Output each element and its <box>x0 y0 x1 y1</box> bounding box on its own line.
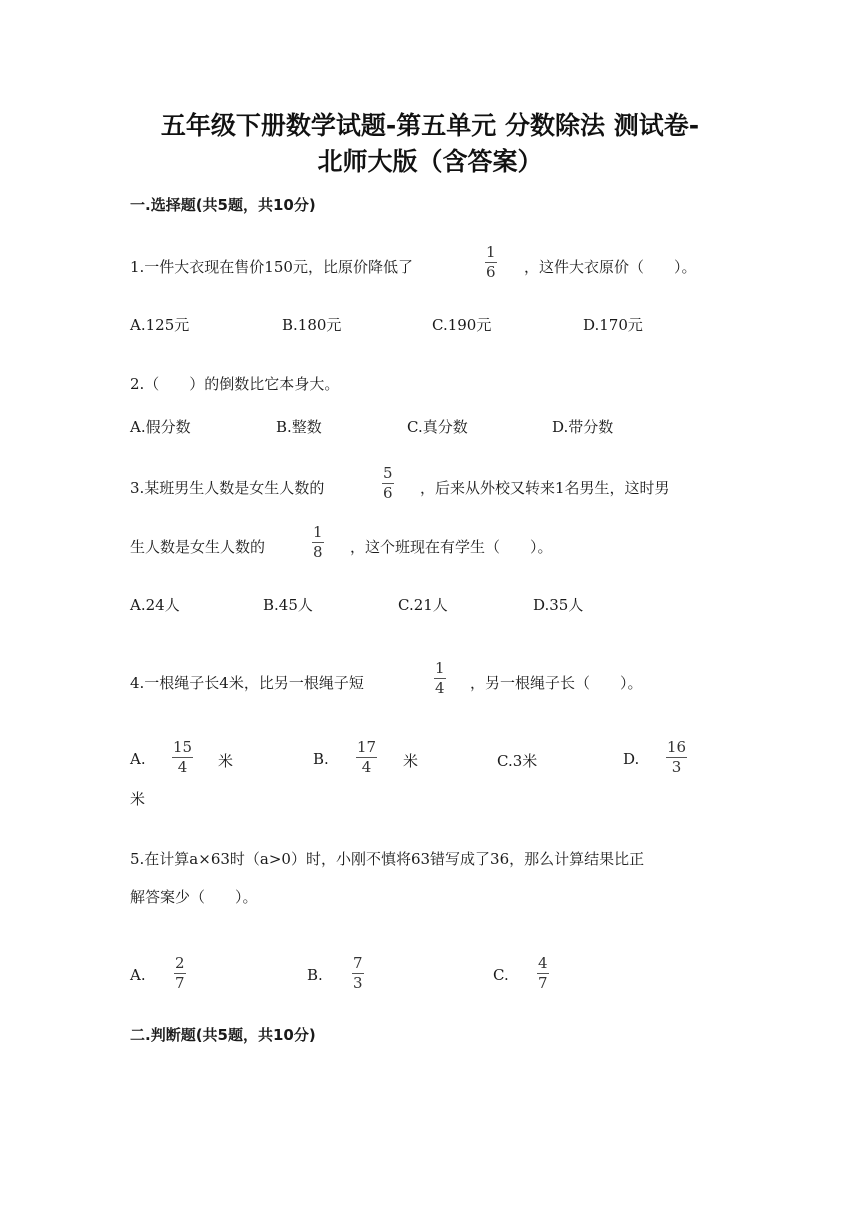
option-fraction <box>172 739 193 776</box>
fraction-numerator: 7 <box>353 954 363 972</box>
fraction-denominator: 7 <box>175 974 185 992</box>
fraction-denominator: 6 <box>383 484 393 502</box>
fraction-numerator: 2 <box>175 954 185 972</box>
question-1-option-a[interactable]: A.125元 <box>130 316 190 334</box>
option-fraction <box>537 955 549 992</box>
fraction-numerator: 15 <box>173 738 193 756</box>
question-4-text-b: ，另一根绳子长（ ）。 <box>470 674 643 692</box>
page-title-line1: 五年级下册数学试题-第五单元 分数除法 测试卷- <box>160 111 700 140</box>
question-3-text-d: ，这个班现在有学生（ ）。 <box>350 538 553 556</box>
option-label: B. <box>313 750 329 768</box>
question-3-text-a: 3.某班男生人数是女生人数的 <box>130 479 325 497</box>
option-fraction <box>174 955 186 992</box>
section-heading-choice: 一.选择题(共5题，共10分) <box>130 196 316 214</box>
question-3-option-a[interactable]: A.24人 <box>130 596 180 614</box>
option-unit: 米 <box>218 752 234 770</box>
fraction-denominator: 6 <box>486 263 496 281</box>
question-1-text-b: ，这件大衣原价（ ）。 <box>524 258 697 276</box>
fraction-numerator: 16 <box>667 738 687 756</box>
question-3-option-c[interactable]: C.21人 <box>398 596 448 614</box>
question-1-option-d[interactable]: D.170元 <box>583 316 643 334</box>
question-3-text-c: 生人数是女生人数的 <box>130 538 266 556</box>
option-label: A. <box>130 966 146 984</box>
question-3-option-b[interactable]: B.45人 <box>263 596 313 614</box>
fraction-denominator: 4 <box>435 679 445 697</box>
fraction-denominator: 4 <box>177 758 188 776</box>
question-3-option-d[interactable]: D.35人 <box>533 596 584 614</box>
question-5-text-b: 解答案少（ ）。 <box>130 888 258 906</box>
question-2-option-c[interactable]: C.真分数 <box>407 418 468 436</box>
option-unit: 米 <box>403 752 419 770</box>
question-4-option-c[interactable]: C.3米 <box>497 752 538 770</box>
question-2-option-b[interactable]: B.整数 <box>276 418 322 436</box>
question-1-option-c[interactable]: C.190元 <box>432 316 492 334</box>
fraction-denominator: 3 <box>671 758 682 776</box>
option-unit: 米 <box>130 790 146 808</box>
question-1-option-b[interactable]: B.180元 <box>282 316 342 334</box>
option-label: C. <box>493 966 509 984</box>
fraction-numerator: 4 <box>538 954 548 972</box>
option-fraction <box>352 955 364 992</box>
option-label: D. <box>623 750 640 768</box>
fraction-denominator: 3 <box>353 974 363 992</box>
question-2-option-a[interactable]: A.假分数 <box>130 418 191 436</box>
option-fraction <box>356 739 377 776</box>
option-label: A. <box>130 750 146 768</box>
question-3-fraction-1 <box>382 465 394 502</box>
fraction-numerator: 17 <box>357 738 377 756</box>
option-fraction <box>666 739 687 776</box>
question-3-fraction-2 <box>312 524 324 561</box>
question-4-text-a: 4.一根绳子长4米，比另一根绳子短 <box>130 674 364 692</box>
question-4-fraction <box>434 660 446 697</box>
fraction-numerator: 1 <box>435 659 445 677</box>
fraction-numerator: 1 <box>313 523 323 541</box>
question-2-option-d[interactable]: D.带分数 <box>552 418 614 436</box>
question-1-text-a: 1.一件大衣现在售价150元，比原价降低了 <box>130 258 413 276</box>
page-title-line2: 北师大版（含答案） <box>317 147 543 176</box>
fraction-numerator: 1 <box>486 243 496 261</box>
fraction-denominator: 7 <box>538 974 548 992</box>
fraction-numerator: 5 <box>383 464 393 482</box>
fraction-denominator: 4 <box>361 758 372 776</box>
option-label: B. <box>307 966 323 984</box>
question-1-fraction <box>485 244 497 281</box>
question-2-text: 2.（ ）的倒数比它本身大。 <box>130 375 340 393</box>
section-heading-judgment: 二.判断题(共5题，共10分) <box>130 1026 316 1044</box>
fraction-denominator: 8 <box>313 543 323 561</box>
question-3-text-b: ，后来从外校又转来1名男生，这时男 <box>420 479 670 497</box>
question-5-text-a: 5.在计算a×63时（a>0）时，小刚不慎将63错写成了36，那么计算结果比正 <box>130 850 645 868</box>
